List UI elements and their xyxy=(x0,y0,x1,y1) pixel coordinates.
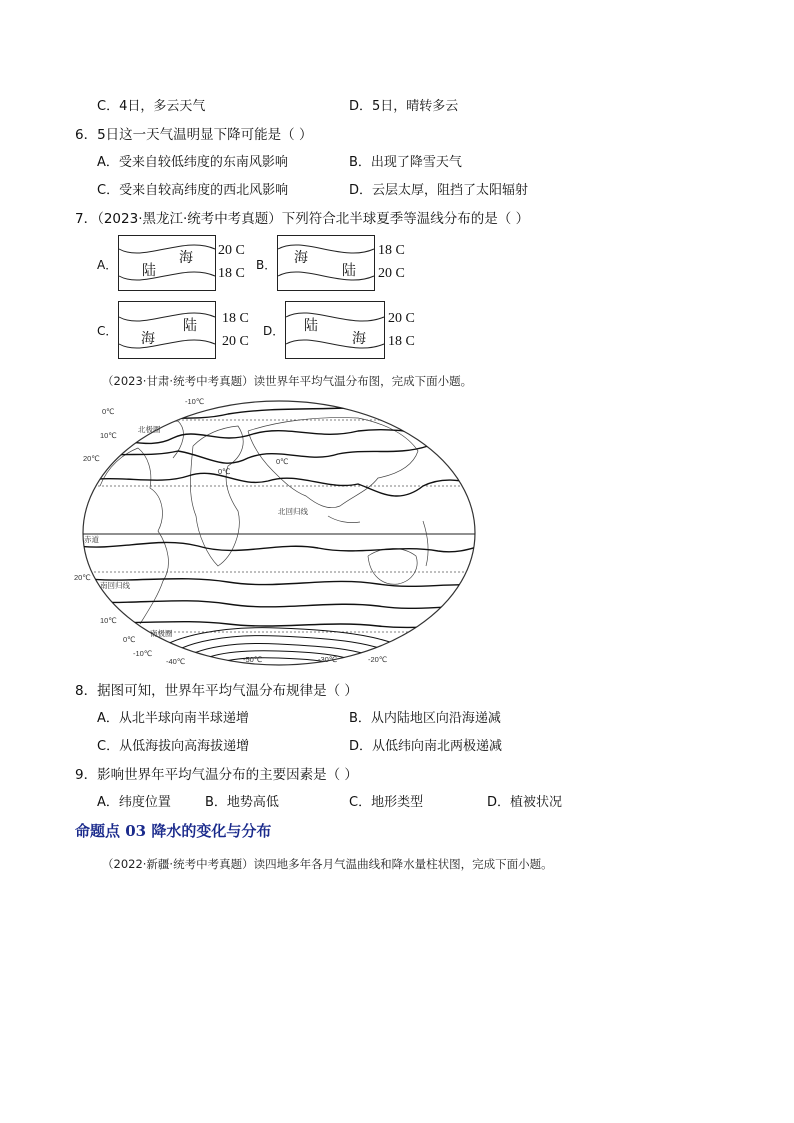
q8-option-d: D．从低纬向南北两极递减 xyxy=(349,739,503,754)
q7-choice-a-left-label: 陆 xyxy=(142,263,156,279)
q7-choice-a-temp-bottom: 18 C xyxy=(218,266,245,281)
q7-choice-d-right-label: 海 xyxy=(352,331,366,347)
q6-option-c: C．受来自较高纬度的西北风影响 xyxy=(97,183,289,198)
intro-gansu: （2023·甘肃·统考中考真题）读世界年平均气温分布图，完成下面小题。 xyxy=(102,374,473,388)
q7-choice-c-temp-bottom: 20 C xyxy=(222,334,249,349)
section-heading-precipitation: 命题点 03 降水的变化与分布 xyxy=(75,822,272,840)
q7-choice-c-right-label: 陆 xyxy=(183,318,197,334)
q6-option-d: D．云层太厚，阻挡了太阳辐射 xyxy=(349,183,529,198)
map-label-neg50: -50℃ xyxy=(243,655,263,664)
q9-option-d: D．植被状况 xyxy=(487,795,563,810)
map-label-arctic-circle: 北极圈 xyxy=(138,425,161,434)
q8-stem: 8．据图可知，世界年平均气温分布规律是（ ） xyxy=(75,683,358,699)
q7-choice-d-temp-bottom: 18 C xyxy=(388,334,415,349)
map-label-north-tropic: 北回归线 xyxy=(278,507,308,516)
map-label-neg20: -20℃ xyxy=(368,655,388,664)
q7-choice-a-temp-top: 20 C xyxy=(218,243,245,258)
q7-choice-c-letter: C． xyxy=(97,324,118,338)
q8-option-b: B．从内陆地区向沿海递减 xyxy=(349,711,501,726)
q7-choice-d-diagram xyxy=(285,301,385,359)
map-label-neg10-top: -10℃ xyxy=(185,397,205,406)
q7-choice-b-diagram xyxy=(277,235,375,291)
map-label-20-left-s: 20℃ xyxy=(74,573,91,582)
q7-choice-d-left-label: 陆 xyxy=(304,318,318,334)
q8-option-c: C．从低海拔向高海拔递增 xyxy=(97,739,250,754)
q7-choice-d-temp-top: 20 C xyxy=(388,311,415,326)
q6-stem: 6．5日这一天气温明显下降可能是（ ） xyxy=(75,127,313,143)
q7-choice-b-letter: B． xyxy=(256,258,277,272)
q9-option-c: C．地形类型 xyxy=(349,795,424,810)
map-label-neg30: -30℃ xyxy=(318,655,338,664)
q5-option-d: D．5日，晴转多云 xyxy=(349,99,459,114)
map-label-0-mid: 0℃ xyxy=(218,467,231,476)
q8-option-a: A．从北半球向南半球递增 xyxy=(97,711,249,726)
map-label-10-left: 10℃ xyxy=(100,431,117,440)
q7-choice-a-right-label: 海 xyxy=(179,250,193,266)
map-label-south-tropic: 南回归线 xyxy=(100,581,130,590)
q9-option-b: B．地势高低 xyxy=(205,795,279,810)
map-label-20-left-n: 20℃ xyxy=(83,454,100,463)
q7-stem: 7．（2023·黑龙江·统考中考真题）下列符合北半球夏季等温线分布的是（ ） xyxy=(75,211,530,227)
map-label-equator: 赤道 xyxy=(84,535,99,544)
map-label-0-top: 0℃ xyxy=(276,457,289,466)
q9-stem: 9．影响世界年平均气温分布的主要因素是（ ） xyxy=(75,767,358,783)
q6-option-b: B．出现了降雪天气 xyxy=(349,155,462,170)
q7-choice-c-temp-top: 18 C xyxy=(222,311,249,326)
map-label-0-left-s: 0℃ xyxy=(123,635,136,644)
q7-choice-b-temp-top: 18 C xyxy=(378,243,405,258)
q7-choice-b-temp-bottom: 20 C xyxy=(378,266,405,281)
q7-choice-a-letter: A． xyxy=(97,258,118,272)
map-label-10-left-s: 10℃ xyxy=(100,616,117,625)
q7-choice-a-diagram xyxy=(118,235,216,291)
map-label-antarctic-circle: 南极圈 xyxy=(150,629,173,638)
q7-choice-c-diagram xyxy=(118,301,216,359)
q7-choice-b-right-label: 陆 xyxy=(342,263,356,279)
q7-choice-d-letter: D． xyxy=(263,324,285,338)
q5-option-c: C．4日，多云天气 xyxy=(97,99,206,114)
world-temperature-map xyxy=(74,396,480,668)
map-label-0-left: 0℃ xyxy=(102,407,115,416)
intro-xinjiang: （2022·新疆·统考中考真题）读四地多年各月气温曲线和降水量柱状图，完成下面小题。 xyxy=(102,857,553,871)
q7-choice-c-left-label: 海 xyxy=(141,331,155,347)
q6-option-a: A．受来自较低纬度的东南风影响 xyxy=(97,155,288,170)
map-label-neg10-left-s: -10℃ xyxy=(133,649,153,658)
q7-choice-b-left-label: 海 xyxy=(294,250,308,266)
map-label-neg40: -40℃ xyxy=(166,657,186,666)
q9-option-a: A．纬度位置 xyxy=(97,795,171,810)
